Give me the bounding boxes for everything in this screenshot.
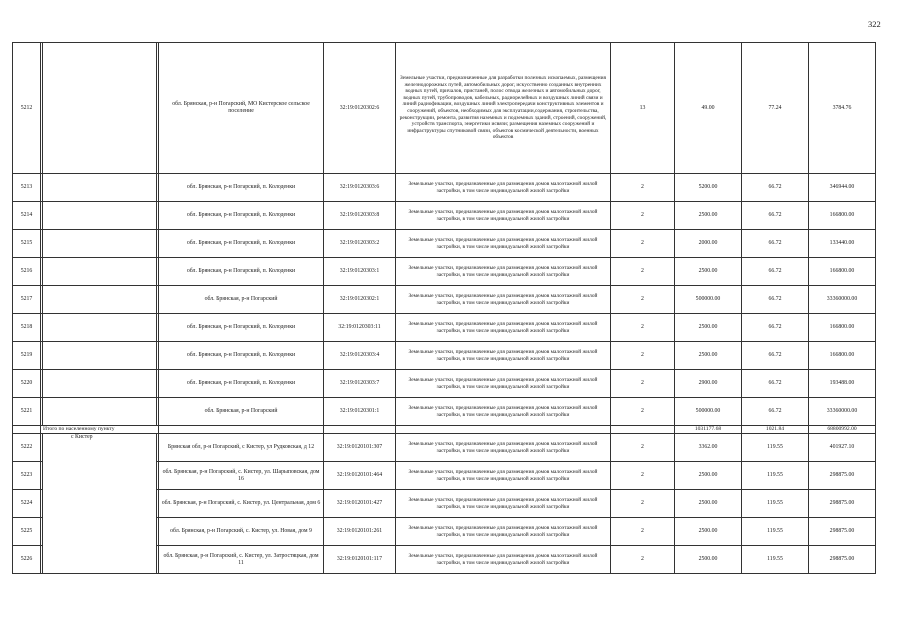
row-cadastral: 32:19:0120303:11 [324, 314, 396, 342]
row-address: обл. Брянская, р-н Погарский, п. Колоденки [159, 174, 324, 202]
row-group: 2 [611, 314, 675, 342]
settlement-name: с Кистер [43, 434, 157, 574]
row-purpose: Земельные участки, предназначенные для размещения домов малоэтажной жилой застройки, в том числе индивидуальной жилой застройки [396, 258, 611, 286]
row-group: 2 [611, 202, 675, 230]
row-rate: 119.55 [742, 518, 809, 546]
row-group: 2 [611, 490, 675, 518]
row-address: обл. Брянская, р-н Погарский, МО Кистерское сельское поселение [159, 43, 324, 174]
row-area: 2500.00 [675, 342, 742, 370]
row-value: 166800.00 [809, 202, 876, 230]
row-purpose: Земельные участки, предназначенные для размещения домов малоэтажной жилой застройки, в том числе индивидуальной жилой застройки [396, 434, 611, 462]
row-address: обл. Брянская, р-н Погарский, п. Колоденки [159, 342, 324, 370]
row-number: 5221 [13, 398, 41, 426]
row-address: обл. Брянская, р-н Погарский, с. Кистер, ул. Шарыповская, дом 16 [159, 462, 324, 490]
row-cadastral: 32:19:0120303:2 [324, 230, 396, 258]
table-row [13, 286, 876, 314]
total-label: Итого по населенному пункту [41, 426, 159, 434]
row-value: 133440.00 [809, 230, 876, 258]
total-area: 1031177.68 [675, 426, 742, 434]
row-purpose: Земельные участки, предназначенные для размещения домов малоэтажной жилой застройки, в том числе индивидуальной жилой застройки [396, 518, 611, 546]
table-row [13, 258, 876, 286]
row-rate: 66.72 [742, 342, 809, 370]
row-address: обл. Брянская, р-н Погарский, п. Колоденки [159, 230, 324, 258]
row-number: 5222 [13, 434, 41, 462]
row-purpose: Земельные участки, предназначенные для размещения домов малоэтажной жилой застройки, в том числе индивидуальной жилой застройки [396, 230, 611, 258]
row-purpose: Земельные участки, предназначенные для разработки полезных ископаемых, размещения железнодорожных путей, автомобильных дорог, искусственно созданных внутренних водных путей, причалов, пристаней, полос отвода железных и автомобильных дорог, водных путей, трубопроводов, кабельных, радиорелейных и воздушных линий связи и линий радиофикации, воздушных линий электропередачи конструктивных элементов и сооружений, объектов, необходимых для эксплуатации,содержания, строительства, реконструкции, ремонта, развития наземных и подземных зданий, строений, сооружений, устройств транспорта, энергетики исвязи; размещения наземных сооружений и инфраструктуры спутниковой связи, объектов космической деятельности, военных объектов [396, 43, 611, 174]
table-row [13, 202, 876, 230]
row-number: 5212 [13, 43, 41, 174]
row-group: 2 [611, 342, 675, 370]
row-number: 5223 [13, 462, 41, 490]
row-group: 2 [611, 398, 675, 426]
row-number: 5225 [13, 518, 41, 546]
row-address: обл. Брянская, р-н Погарский, п. Колоденки [159, 202, 324, 230]
row-address: обл. Брянская, р-н Погарский, с. Кистер, ул. Новая, дом 9 [159, 518, 324, 546]
row-address: обл. Брянская, р-н Погарский [159, 286, 324, 314]
table-row [13, 398, 876, 426]
row-number: 5217 [13, 286, 41, 314]
row-rate: 119.55 [742, 434, 809, 462]
row-area: 2500.00 [675, 462, 742, 490]
row-group: 2 [611, 370, 675, 398]
row-number: 5213 [13, 174, 41, 202]
row-group: 2 [611, 174, 675, 202]
row-value: 33360000.00 [809, 286, 876, 314]
row-area: 5200.00 [675, 174, 742, 202]
row-value: 298875.00 [809, 518, 876, 546]
row-number: 5216 [13, 258, 41, 286]
row-value: 298875.00 [809, 462, 876, 490]
row-group: 2 [611, 546, 675, 574]
row-purpose: Земельные участки, предназначенные для размещения домов малоэтажной жилой застройки, в том числе индивидуальной жилой застройки [396, 398, 611, 426]
row-cadastral: 32:19:0120101:464 [324, 462, 396, 490]
row-value: 193488.00 [809, 370, 876, 398]
row-address: обл. Брянская, р-н Погарский, п. Колоденки [159, 314, 324, 342]
row-number: 5220 [13, 370, 41, 398]
row-area: 2000.00 [675, 230, 742, 258]
row-purpose: Земельные участки, предназначенные для размещения домов малоэтажной жилой застройки, в том числе индивидуальной жилой застройки [396, 490, 611, 518]
row-group: 2 [611, 286, 675, 314]
row-rate: 66.72 [742, 202, 809, 230]
row-value: 346944.00 [809, 174, 876, 202]
row-rate: 66.72 [742, 174, 809, 202]
row-rate: 119.55 [742, 490, 809, 518]
row-number: 5226 [13, 546, 41, 574]
row-value: 166800.00 [809, 342, 876, 370]
table-row [13, 370, 876, 398]
row-area: 49.00 [675, 43, 742, 174]
row-group: 2 [611, 230, 675, 258]
row-cadastral: 32:19:0120302:1 [324, 286, 396, 314]
row-purpose: Земельные участки, предназначенные для размещения домов малоэтажной жилой застройки, в том числе индивидуальной жилой застройки [396, 286, 611, 314]
row-rate: 119.55 [742, 462, 809, 490]
row-cadastral: 32:19:0120101:261 [324, 518, 396, 546]
row-cadastral: 32:19:0120302:6 [324, 43, 396, 174]
row-number: 5224 [13, 490, 41, 518]
row-area: 500000.00 [675, 286, 742, 314]
row-address: обл. Брянская, р-н Погарский [159, 398, 324, 426]
row-number: 5219 [13, 342, 41, 370]
table-row [13, 174, 876, 202]
page-number: 322 [868, 19, 881, 29]
row-number: 5215 [13, 230, 41, 258]
row-rate: 66.72 [742, 286, 809, 314]
row-rate: 66.72 [742, 258, 809, 286]
row-rate: 77.24 [742, 43, 809, 174]
row-group: 2 [611, 462, 675, 490]
row-area: 2900.00 [675, 370, 742, 398]
row-number: 5218 [13, 314, 41, 342]
row-cadastral: 32:19:0120101:117 [324, 546, 396, 574]
row-group: 13 [611, 43, 675, 174]
row-cadastral: 32:19:0120303:6 [324, 174, 396, 202]
land-registry-table [12, 42, 876, 574]
table-row [13, 314, 876, 342]
row-area: 2500.00 [675, 518, 742, 546]
row-group: 2 [611, 518, 675, 546]
row-address: Брянская обл, р-н Погарский, с Кистер, ул Рудковская, д 12 [159, 434, 324, 462]
row-cadastral: 32:19:0120101:427 [324, 490, 396, 518]
row-purpose: Земельные участки, предназначенные для размещения домов малоэтажной жилой застройки, в том числе индивидуальной жилой застройки [396, 202, 611, 230]
table-row [13, 434, 876, 462]
table-row [13, 342, 876, 370]
row-address: обл. Брянская, р-н Погарский, с. Кистер, ул. Затростяцкая, дом 11 [159, 546, 324, 574]
row-cadastral: 32:19:0120303:4 [324, 342, 396, 370]
row-value: 298875.00 [809, 490, 876, 518]
total-rate: 1021.84 [742, 426, 809, 434]
row-rate: 66.72 [742, 398, 809, 426]
row-area: 2500.00 [675, 314, 742, 342]
row-cadastral: 32:19:0120101:307 [324, 434, 396, 462]
row-group: 2 [611, 434, 675, 462]
row-area: 2500.00 [675, 546, 742, 574]
row-cadastral: 32:19:0120301:1 [324, 398, 396, 426]
row-cadastral: 32:19:0120303:1 [324, 258, 396, 286]
row-value: 33360000.00 [809, 398, 876, 426]
row-value: 298875.00 [809, 546, 876, 574]
row-purpose: Земельные участки, предназначенные для размещения домов малоэтажной жилой застройки, в том числе индивидуальной жилой застройки [396, 546, 611, 574]
table-row [13, 230, 876, 258]
row-rate: 66.72 [742, 314, 809, 342]
row-area: 3362.00 [675, 434, 742, 462]
row-purpose: Земельные участки, предназначенные для размещения домов малоэтажной жилой застройки, в том числе индивидуальной жилой застройки [396, 174, 611, 202]
row-address: обл. Брянская, р-н Погарский, с. Кистер, ул. Центральная, дом 6 [159, 490, 324, 518]
total-value: 68800992.00 [809, 426, 876, 434]
row-value: 166800.00 [809, 314, 876, 342]
row-rate: 66.72 [742, 230, 809, 258]
row-area: 500000.00 [675, 398, 742, 426]
row-purpose: Земельные участки, предназначенные для размещения домов малоэтажной жилой застройки, в том числе индивидуальной жилой застройки [396, 462, 611, 490]
row-address: обл. Брянская, р-н Погарский, п. Колоденки [159, 370, 324, 398]
row-area: 2500.00 [675, 258, 742, 286]
row-purpose: Земельные участки, предназначенные для размещения домов малоэтажной жилой застройки, в том числе индивидуальной жилой застройки [396, 342, 611, 370]
row-rate: 66.72 [742, 370, 809, 398]
row-purpose: Земельные участки, предназначенные для размещения домов малоэтажной жилой застройки, в том числе индивидуальной жилой застройки [396, 370, 611, 398]
row-address: обл. Брянская, р-н Погарский, п. Колоденки [159, 258, 324, 286]
table-row [13, 43, 876, 174]
row-value: 166800.00 [809, 258, 876, 286]
total-row [13, 426, 876, 434]
row-purpose: Земельные участки, предназначенные для размещения домов малоэтажной жилой застройки, в том числе индивидуальной жилой застройки [396, 314, 611, 342]
row-area: 2500.00 [675, 202, 742, 230]
row-number: 5214 [13, 202, 41, 230]
row-group: 2 [611, 258, 675, 286]
row-value: 3784.76 [809, 43, 876, 174]
row-value: 401927.10 [809, 434, 876, 462]
row-cadastral: 32:19:0120303:7 [324, 370, 396, 398]
row-rate: 119.55 [742, 546, 809, 574]
row-cadastral: 32:19:0120303:8 [324, 202, 396, 230]
row-area: 2500.00 [675, 490, 742, 518]
